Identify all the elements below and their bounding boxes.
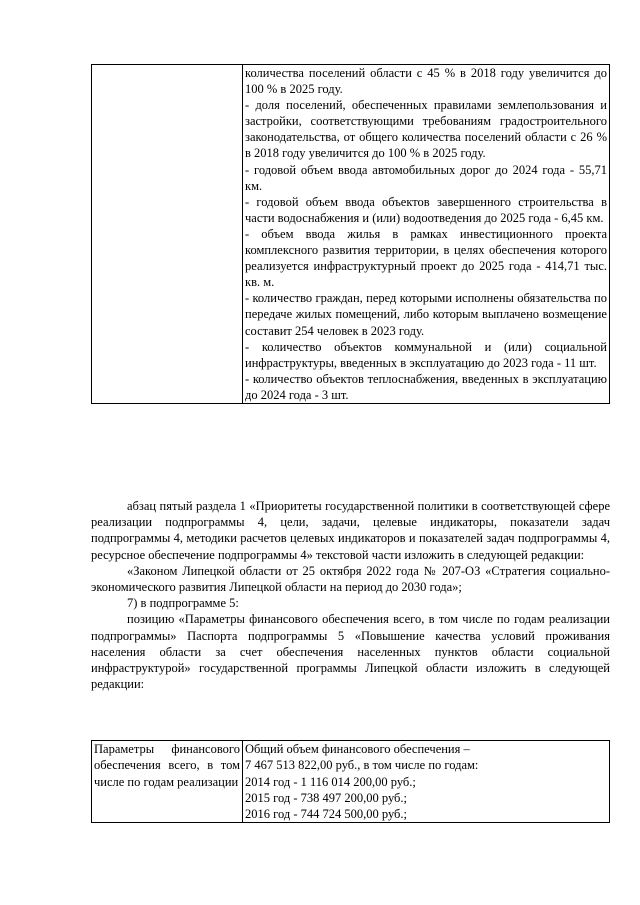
- indicator-item: - доля поселений, обеспеченных правилами землепользования и застройки, соответствующими требованиям градостроительного законодательства, от общего количества поселений области с 26 % в 2018 году увеличится до 100 % в 2025 году.: [245, 98, 607, 161]
- table-row: [92, 741, 610, 823]
- financing-line: 7 467 513 822,00 руб., в том числе по годам:: [245, 758, 479, 773]
- indicator-item: количества поселений области с 45 % в 2018 году увеличится до 100 % в 2025 году.: [245, 66, 607, 97]
- indicator-item: - годовой объем ввода объектов завершенного строительства в части водоснабжения и (или) водоотведения до 2025 года - 6,45 км.: [245, 194, 607, 225]
- parameter-value-cell: [243, 741, 610, 823]
- financing-line: 2014 год - 1 116 014 200,00 руб.;: [245, 774, 416, 789]
- body-text: [91, 498, 610, 692]
- indicators-cell: [243, 65, 610, 404]
- paragraph: позицию «Параметры финансового обеспечения всего, в том числе по годам реализации подпрограммы» Паспорта подпрограммы 5 «Повышение качества условий проживания населения области за счет обеспечения населенных пунктов области социальной инфраструктурой» государственной программы Липецкой области изложить в следующей редакции:: [91, 612, 610, 692]
- indicator-item: - количество объектов теплоснабжения, введенных в эксплуатацию до 2024 года - 3 шт.: [245, 371, 607, 402]
- financing-line: Общий объем финансового обеспечения –: [245, 742, 470, 756]
- parameter-name-cell: Параметры финансового обеспечения всего, в том числе по годам реализации: [92, 741, 243, 823]
- indicators-table-fragment: [91, 64, 610, 404]
- financing-table-fragment: [91, 740, 610, 823]
- paragraph: «Законом Липецкой области от 25 октября 2022 года № 207-ОЗ «Стратегия социально-экономического развития Липецкой области на период до 2030 года»;: [91, 563, 610, 595]
- indicator-item: - количество граждан, перед которыми исполнены обязательства по передаче жилых помещений, либо которым выплачено возмещение составит 254 человек в 2023 году.: [245, 291, 607, 338]
- paragraph: 7) в подпрограмме 5:: [127, 596, 239, 611]
- indicator-item: - объем ввода жилья в рамках инвестиционного проекта комплексного развития территории, в целях обеспечения которого реализуется инфраструктурный проект до 2025 года - 414,71 тыс. кв. м.: [245, 226, 607, 290]
- table-row: [92, 65, 610, 404]
- empty-left-cell: [92, 65, 243, 404]
- financing-line: 2015 год - 738 497 200,00 руб.;: [245, 790, 407, 805]
- paragraph: абзац пятый раздела 1 «Приоритеты государственной политики в соответствующей сфере реализации подпрограммы 4, цели, задачи, целевые индикаторы, показатели задач подпрограммы 4, методики расчетов целевых индикаторов и показателей задач подпрограммы 4, ресурсное обеспечение подпрограммы 4» текстовой части изложить в следующей редакции:: [91, 499, 610, 562]
- indicator-item: - количество объектов коммунальной и (или) социальной инфраструктуры, введенных в эксплуатацию до 2023 года - 11 шт.: [245, 339, 607, 370]
- financing-line: 2016 год - 744 724 500,00 руб.;: [245, 807, 407, 822]
- indicator-item: - годовой объем ввода автомобильных дорог до 2024 года - 55,71 км.: [245, 162, 607, 193]
